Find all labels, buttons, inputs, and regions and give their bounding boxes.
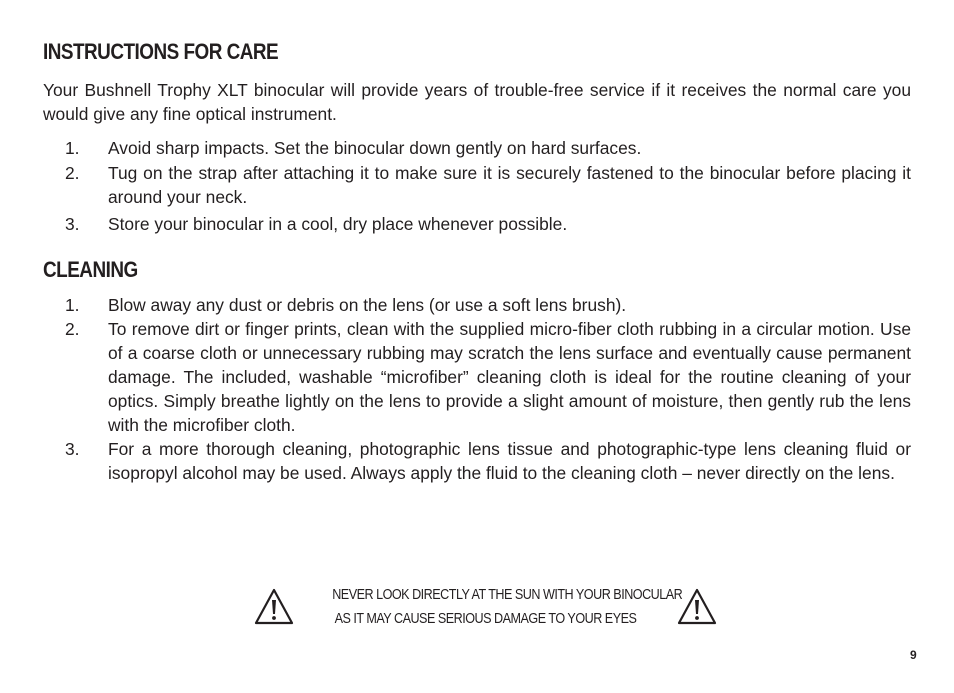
list-item [43,437,911,485]
list-item [43,293,911,317]
list-text: For a more thorough cleaning, photographic lens tissue and photographic-type lens cleaning fluid or isopropyl alcohol may be used. Always apply the fluid to the cleaning cloth – never directly on the lens. [108,439,911,483]
list-item [43,136,911,160]
care-list [43,136,911,236]
list-number: 2. [65,163,80,183]
list-text: Tug on the strap after attaching it to make sure it is securely fastened to the binocular before placing it around your neck. [108,163,911,207]
warning-triangle-icon [676,587,718,627]
list-number: 1. [65,295,80,315]
list-text: Blow away any dust or debris on the lens (or use a soft lens brush). [108,295,627,315]
warning-line-1: NEVER LOOK DIRECTLY AT THE SUN WITH YOUR BINOCULAR [332,586,683,603]
list-text: To remove dirt or finger prints, clean with the supplied micro-fiber cloth rubbing in a circular motion. Use of a coarse cloth or unnecessary rubbing may scratch the lens surface and eventually cause permanent damage. The included, washable “microfiber” cleaning cloth is ideal for the routine cleaning of your optics. Simply breathe lightly on the lens to provide a slight amount of moisture, then gently rub the lens with the microfiber cloth. [108,319,911,435]
list-item [43,161,911,209]
list-item [43,212,911,236]
page-content [43,38,911,485]
list-number: 1. [65,138,80,158]
list-item [43,317,911,437]
care-intro: Your Bushnell Trophy XLT binocular will provide years of trouble-free service if it receives the normal care you would give any fine optical instrument. [43,80,911,124]
cleaning-list [43,293,911,485]
cleaning-heading: CLEANING [43,257,138,282]
warning-text [332,583,683,631]
sun-warning [253,583,718,631]
list-number: 3. [65,214,80,234]
warning-line-2: AS IT MAY CAUSE SERIOUS DAMAGE TO YOUR EYES [334,610,637,627]
list-number: 2. [65,319,80,339]
list-number: 3. [65,439,80,459]
list-text: Avoid sharp impacts. Set the binocular down gently on hard surfaces. [108,138,642,158]
warning-triangle-icon [253,587,295,627]
page-number: 9 [910,648,917,662]
list-text: Store your binocular in a cool, dry place whenever possible. [108,214,568,234]
care-heading: INSTRUCTIONS FOR CARE [43,39,279,64]
